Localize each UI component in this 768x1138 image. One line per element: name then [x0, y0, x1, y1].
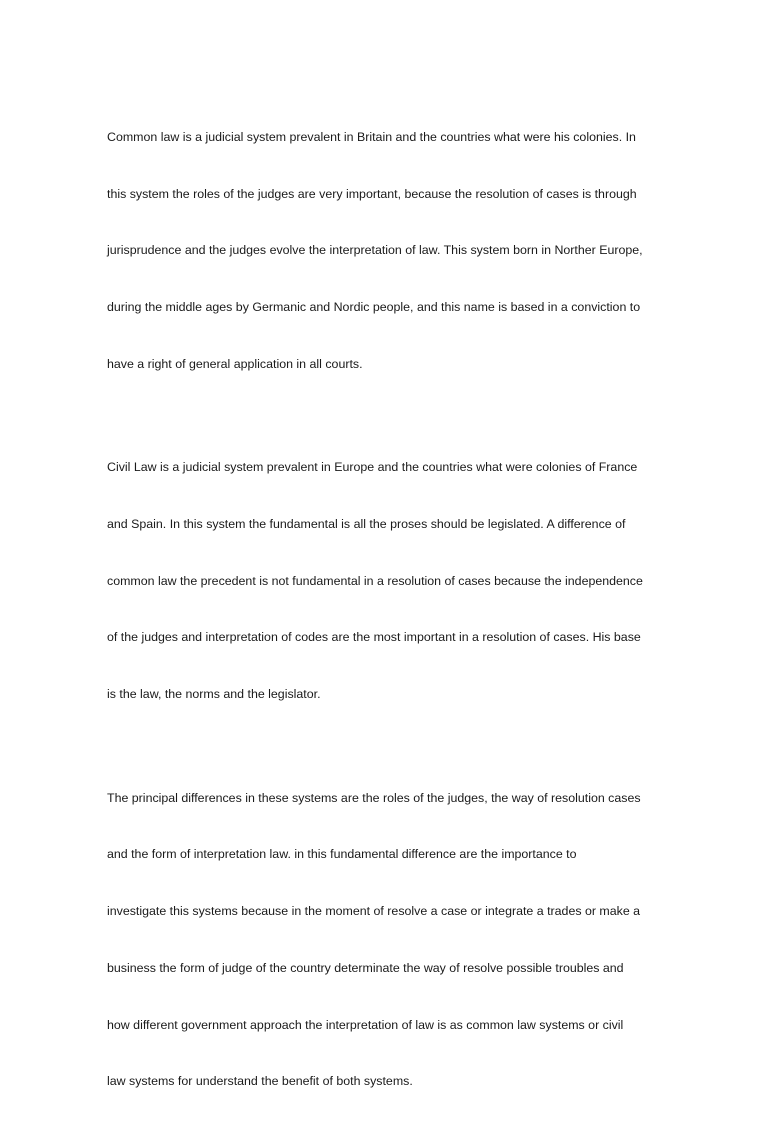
- paragraph-common-law: [107, 90, 663, 411]
- paragraph-differences: [107, 751, 663, 1129]
- text-line: this system the roles of the judges are very important, because the resolution of cases is through: [107, 186, 637, 201]
- text-line: how different government approach the interpretation of law is as common law systems or civil: [107, 1017, 624, 1032]
- text-line: and Spain. In this system the fundamental is all the proses should be legislated. A difference of: [107, 516, 626, 531]
- text-line: during the middle ages by Germanic and Nordic people, and this name is based in a conviction to: [107, 299, 641, 314]
- paragraph-civil-law: [107, 420, 663, 741]
- text-line: law systems for understand the benefit of both systems.: [107, 1074, 413, 1089]
- text-line: jurisprudence and the judges evolve the interpretation of law. This system born in Norther Europe,: [107, 243, 643, 258]
- document-body: [107, 90, 663, 1138]
- text-line: Common law is a judicial system prevalent in Britain and the countries what were his colonies. In: [107, 129, 636, 144]
- text-line: have a right of general application in all courts.: [107, 356, 363, 371]
- text-line: investigate this systems because in the moment of resolve a case or integrate a trades or make a: [107, 904, 641, 919]
- text-line: business the form of judge of the country determinate the way of resolve possible troubles and: [107, 960, 624, 975]
- text-line: Civil Law is a judicial system prevalent in Europe and the countries what were colonies of France: [107, 460, 638, 475]
- text-line: and the form of interpretation law. in this fundamental difference are the importance to: [107, 847, 577, 862]
- text-line: is the law, the norms and the legislator.: [107, 687, 321, 702]
- text-line: common law the precedent is not fundamental in a resolution of cases because the independence: [107, 573, 643, 588]
- text-line: The principal differences in these systems are the roles of the judges, the way of resolution cases: [107, 790, 641, 805]
- text-line: of the judges and interpretation of codes are the most important in a resolution of cases. His base: [107, 630, 641, 645]
